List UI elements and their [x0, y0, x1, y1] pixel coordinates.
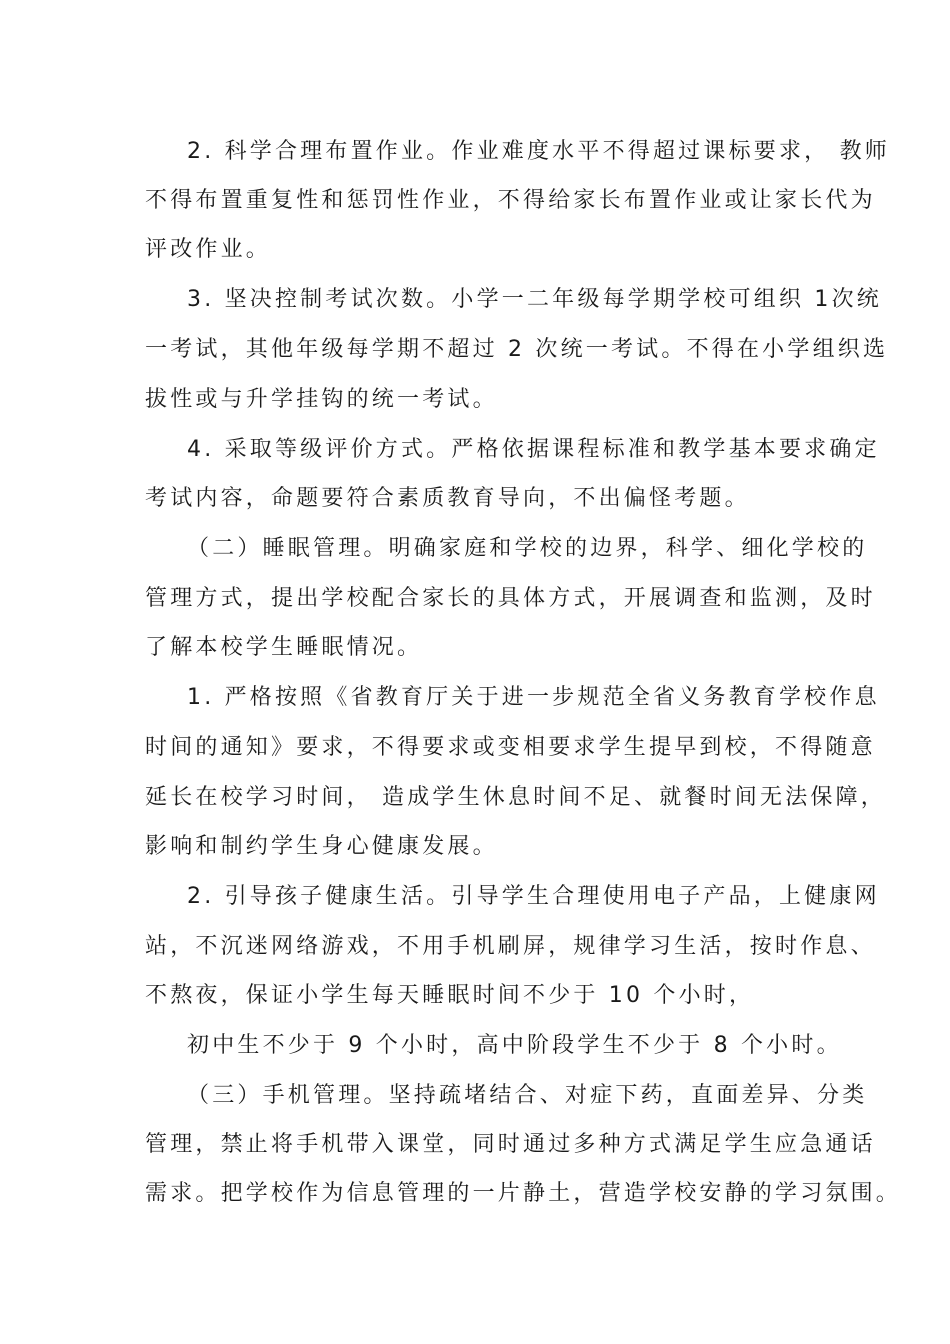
section-phone-line-1: （三）手机管理。坚持疏堵结合、对症下药，直面差异、分类 — [187, 1083, 868, 1108]
para-evaluation-line-2: 考试内容，命题要符合素质教育导向，不出偏怪考题。 — [145, 486, 750, 511]
section-sleep-line-1: （二）睡眠管理。明确家庭和学校的边界，科学、细化学校的 — [187, 536, 868, 561]
para-schedule-line-2: 时间的通知》要求，不得要求或变相要求学生提早到校，不得随意 — [145, 735, 876, 760]
para-healthy-life-line-4: 初中生不少于 9 个小时，高中阶段学生不少于 8 个小时。 — [187, 1033, 842, 1058]
para-healthy-life-line-3: 不熬夜，保证小学生每天睡眠时间不少于 10 个小时， — [145, 983, 755, 1008]
para-exams-line-2: 一考试，其他年级每学期不超过 2 次统一考试。不得在小学组织选 — [145, 337, 889, 362]
para-evaluation-line-1: 4. 采取等级评价方式。严格依据课程标准和教学基本要求确定 — [187, 437, 880, 462]
para-homework-line-1: 2. 科学合理布置作业。作业难度水平不得超过课标要求， 教师 — [187, 139, 890, 164]
para-healthy-life-line-2: 站，不沉迷网络游戏，不用手机刷屏，规律学习生活，按时作息、 — [145, 934, 876, 959]
para-homework-line-3: 评改作业。 — [145, 237, 272, 262]
section-phone-line-2: 管理，禁止将手机带入课堂，同时通过多种方式满足学生应急通话 — [145, 1132, 876, 1157]
section-sleep-line-2: 管理方式，提出学校配合家长的具体方式，开展调查和监测，及时 — [145, 586, 876, 611]
para-exams-line-3: 拔性或与升学挂钩的统一考试。 — [145, 387, 498, 412]
para-homework-line-2: 不得布置重复性和惩罚性作业，不得给家长布置作业或让家长代为 — [145, 188, 876, 213]
para-schedule-line-1: 1. 严格按照《省教育厅关于进一步规范全省义务教育学校作息 — [187, 685, 880, 710]
section-phone-line-3: 需求。把学校作为信息管理的一片静土，营造学校安静的学习氛围。 — [145, 1181, 902, 1206]
section-sleep-line-3: 了解本校学生睡眠情况。 — [145, 635, 423, 660]
para-exams-line-1: 3. 坚决控制考试次数。小学一二年级每学期学校可组织 1次统 — [187, 287, 882, 312]
para-schedule-line-3: 延长在校学习时间， 造成学生休息时间不足、就餐时间无法保障， — [145, 785, 886, 810]
para-healthy-life-line-1: 2. 引导孩子健康生活。引导学生合理使用电子产品，上健康网 — [187, 884, 880, 909]
para-schedule-line-4: 影响和制约学生身心健康发展。 — [145, 834, 498, 859]
